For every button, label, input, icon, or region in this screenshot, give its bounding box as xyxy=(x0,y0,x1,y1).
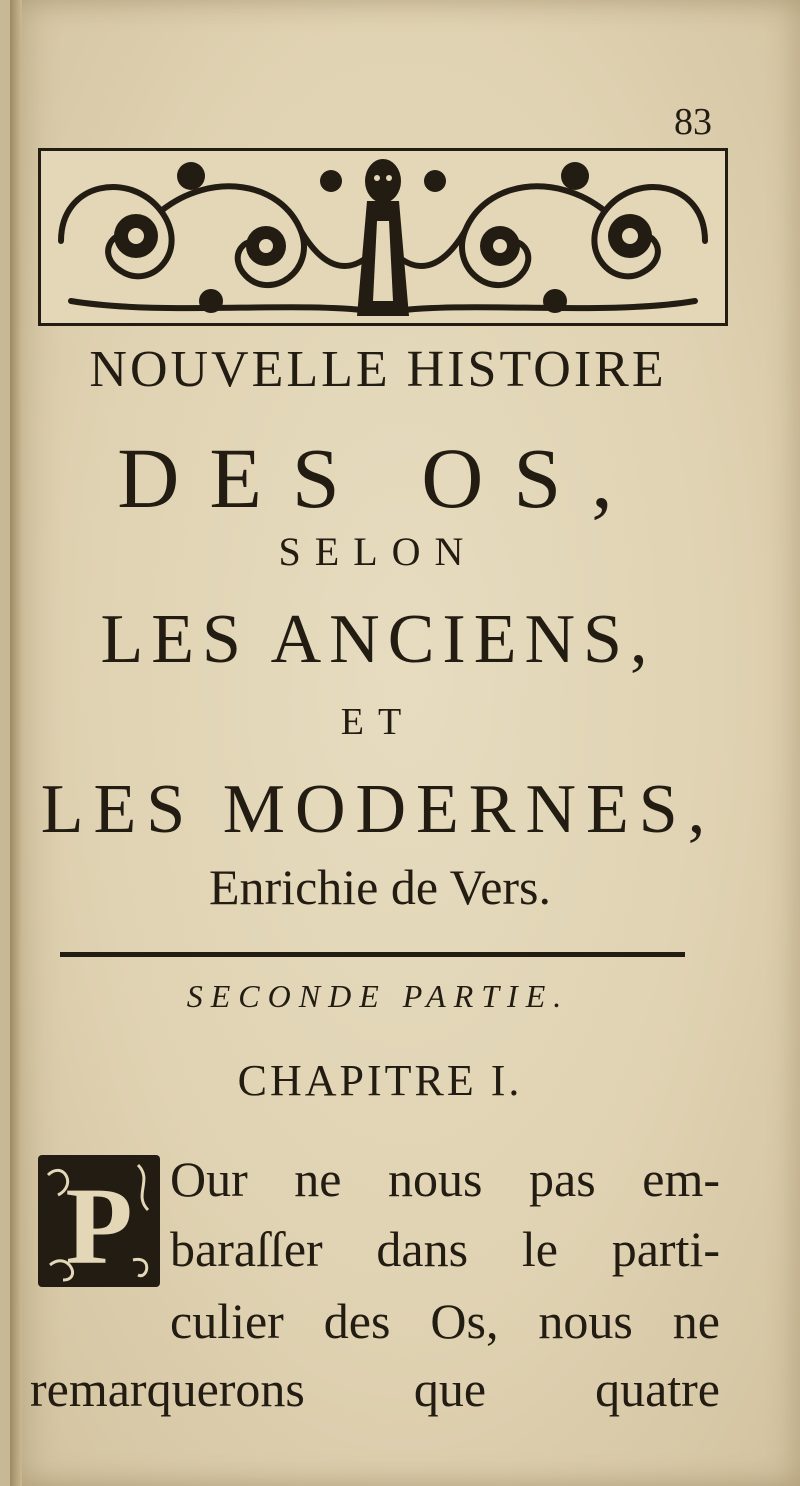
title-line-3: SELON xyxy=(278,529,478,574)
part-heading: SECONDE PARTIE. xyxy=(186,978,570,1014)
body-line-1: Our ne nous pas em- xyxy=(170,1151,720,1207)
body-line-3: culier des Os, nous ne xyxy=(170,1293,720,1349)
drop-cap xyxy=(38,1155,160,1287)
chapter-heading: CHAPITRE I. xyxy=(237,1056,523,1105)
title-line-4: LES ANCIENS, xyxy=(100,601,656,678)
title-line-2: DES OS, xyxy=(117,430,643,526)
horizontal-rule xyxy=(60,952,685,957)
dropcap-letter: P xyxy=(65,1165,133,1287)
title-line-7: Enrichie de Vers. xyxy=(208,859,552,915)
title-line-6: LES MODERNES, xyxy=(40,771,716,848)
title-line-1: NOUVELLE HISTOIRE xyxy=(89,341,667,398)
body-line-2: baraſſer dans le parti- xyxy=(170,1221,720,1277)
page-number: 83 xyxy=(674,101,712,143)
ornamental-initial-icon xyxy=(38,1155,160,1287)
woodcut-floral-headpiece-icon xyxy=(41,151,725,323)
title-line-5: ET xyxy=(340,701,416,743)
page-gutter xyxy=(10,0,22,1486)
body-line-4: remarquerons que quatre xyxy=(30,1361,720,1417)
ornamental-headpiece xyxy=(38,148,728,326)
